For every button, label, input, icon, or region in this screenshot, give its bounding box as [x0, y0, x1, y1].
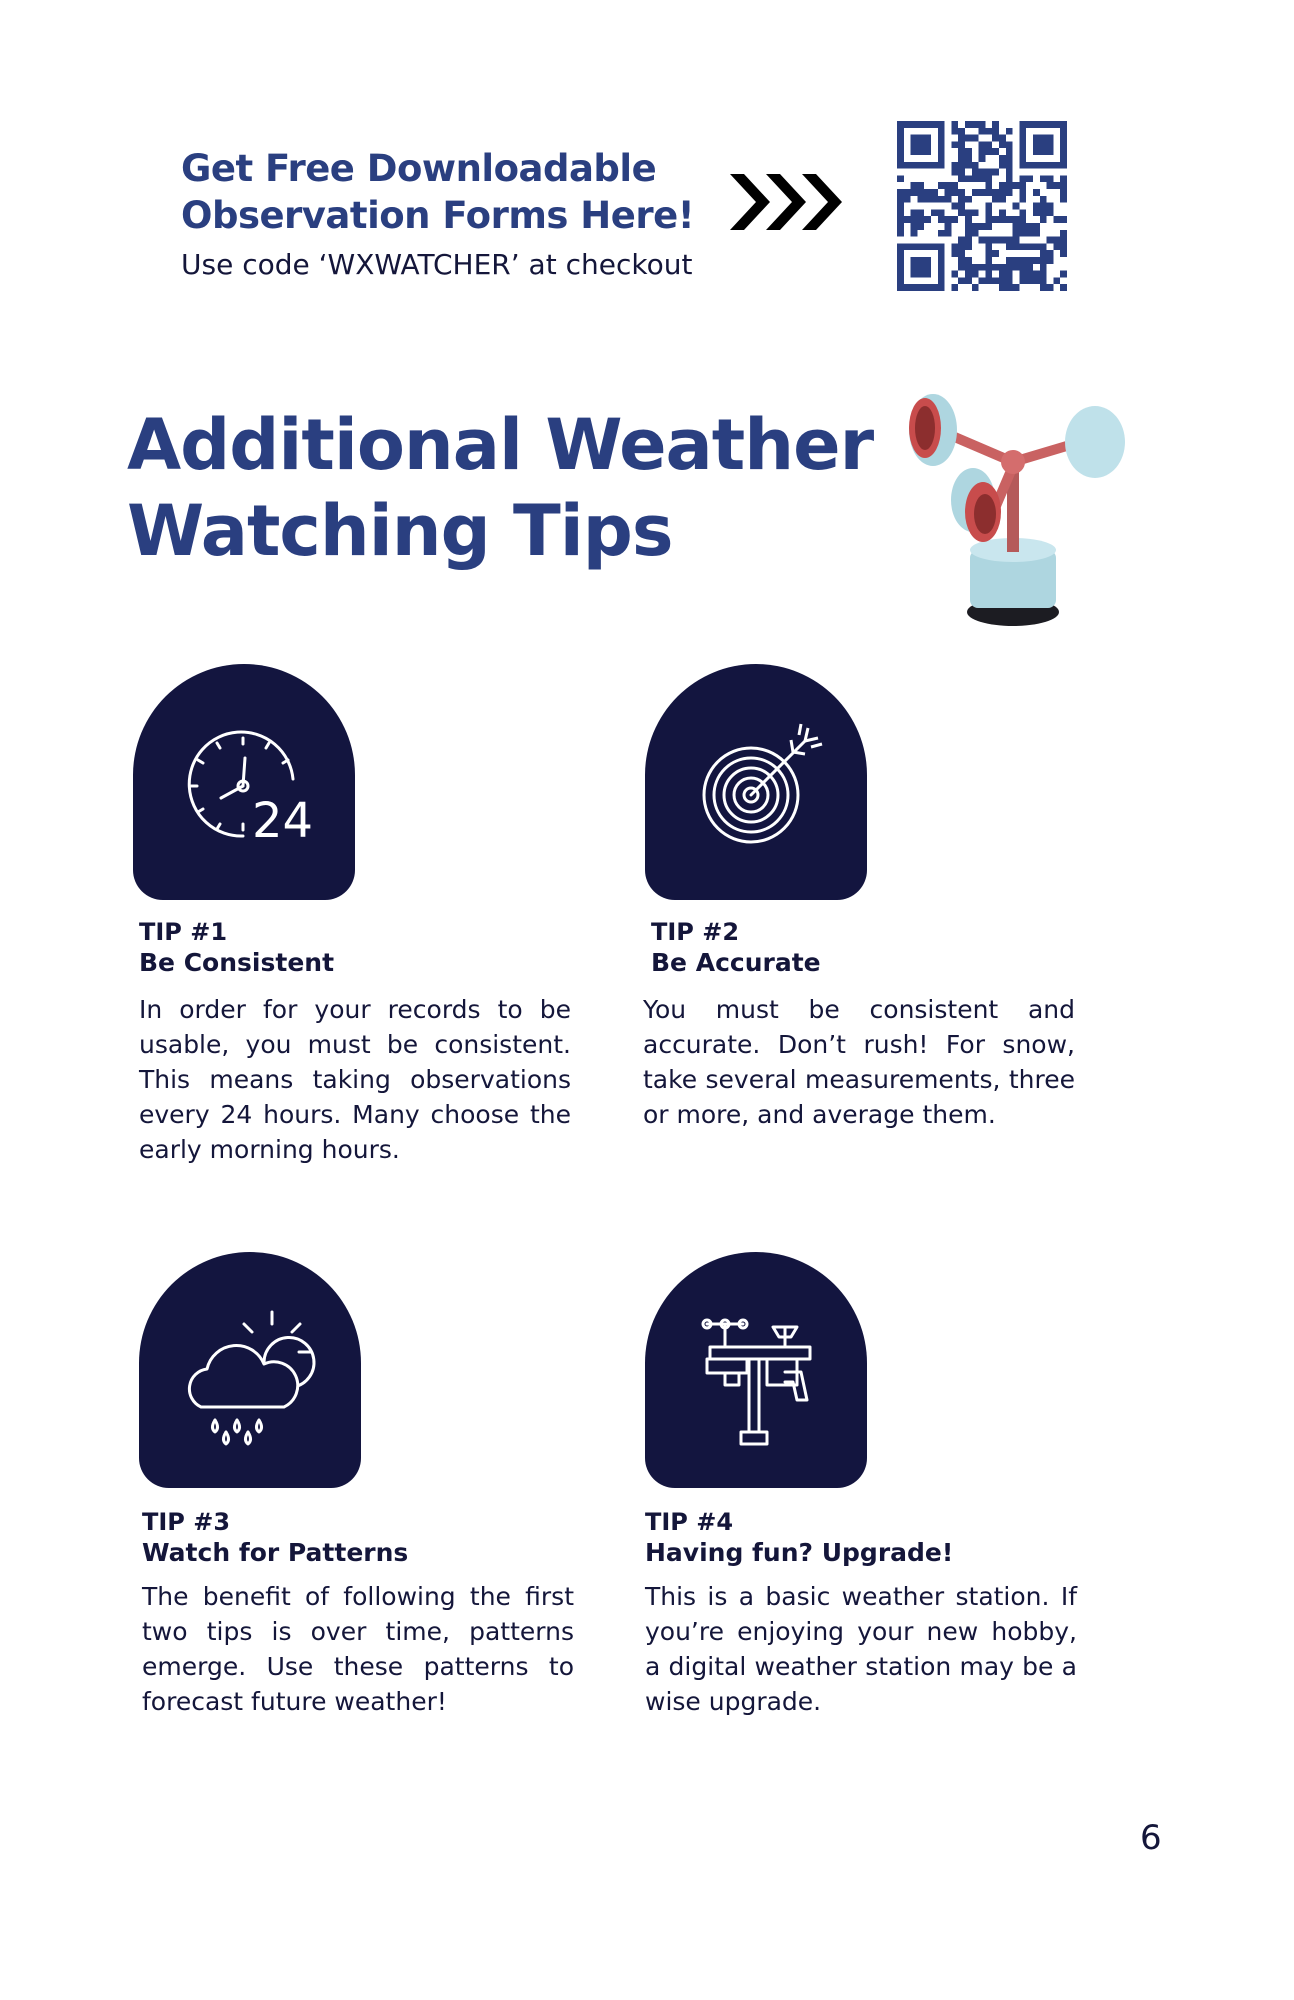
tip-3-number: TIP #3: [142, 1508, 231, 1536]
promo-title: Get Free Downloadable Observation Forms Here!: [181, 147, 695, 237]
tip-1-title: Be Consistent: [139, 948, 335, 977]
weather-station-icon: [645, 1252, 867, 1488]
tip-2-body: You must be consistent and accurate. Don’t rush! For snow, take several measurements, three or more, and average them.: [643, 995, 1075, 1129]
anemometer-illustration: [895, 380, 1125, 640]
page-number: 6: [1140, 1818, 1162, 1858]
page-heading: Additional Weather Watching Tips: [127, 404, 874, 572]
tip-1-badge: [133, 664, 355, 900]
target-icon: [645, 664, 867, 900]
cloud-sun-rain-icon: [139, 1252, 361, 1488]
tip-2-title: Be Accurate: [651, 948, 821, 977]
tip-3-body: The benefit of following the first two tips is over time, patterns emerge. Use these patterns to forecast future weather!: [142, 1582, 574, 1716]
tip-4-number: TIP #4: [645, 1508, 734, 1536]
svg-text:24: 24: [252, 793, 314, 849]
tip-3-badge: [139, 1252, 361, 1488]
tip-2-number: TIP #2: [651, 918, 740, 946]
qr-code[interactable]: [897, 121, 1067, 291]
tip-4-badge: [645, 1252, 867, 1488]
tip-1-number: TIP #1: [139, 918, 228, 946]
tip-2-badge: [645, 664, 867, 900]
clock-24-icon: [133, 664, 355, 900]
tip-4-body: This is a basic weather station. If you’re enjoying your new hobby, a digital weather station may be a wise upgrade.: [645, 1582, 1077, 1716]
tip-4-title: Having fun? Upgrade!: [645, 1538, 954, 1567]
promo-subtitle: Use code ‘WXWATCHER’ at checkout: [181, 248, 693, 281]
triple-chevron-right-icon: [730, 170, 845, 234]
tip-3-title: Watch for Patterns: [142, 1538, 409, 1567]
tip-1-body: In order for your records to be usable, you must be consistent. This means taking observations every 24 hours. Many choose the early morning hours.: [139, 995, 571, 1164]
